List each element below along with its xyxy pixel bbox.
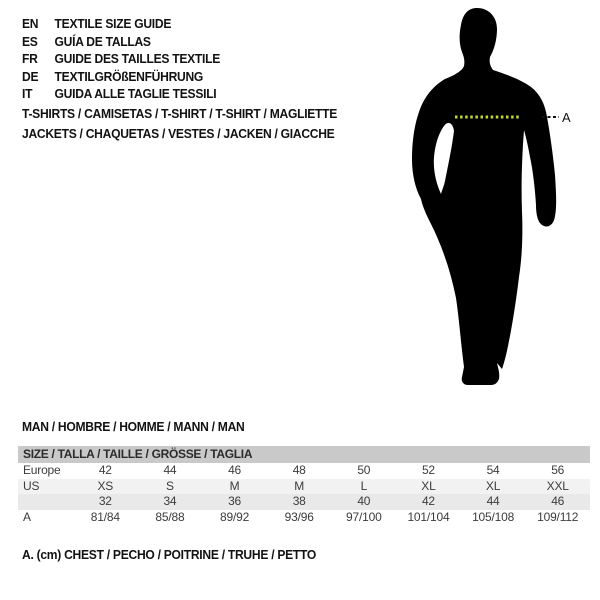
row-label: A [23,509,31,524]
language-title: GUIDE DES TAILLES TEXTILE [54,51,220,67]
cell: M [294,478,305,493]
table-row-chest-a [18,510,590,526]
category-line-jackets: JACKETS / CHAQUETAS / VESTES / JACKEN / GIACCHE [22,125,335,141]
language-title: TEXTILE SIZE GUIDE [54,16,172,31]
measure-label-a: A [562,110,571,125]
cell: 48 [292,463,306,477]
cell: L [360,478,368,493]
language-title: TEXTILGRÖßENFÜHRUNG [54,68,204,84]
row-label [18,494,73,510]
cell: 109/112 [537,509,579,524]
garment-categories [22,104,337,143]
cell: 44 [486,494,500,508]
cell: 85/88 [155,509,185,524]
size-table [18,446,590,525]
cell: 42 [421,494,435,508]
language-title: GUIDA ALLE TAGLIE TESSILI [54,86,217,102]
row-label: Europe [23,463,61,477]
language-row [22,50,220,68]
table-row-europe [18,463,590,479]
cell: XS [97,478,114,493]
cell: 46 [228,463,242,477]
language-code: EN [22,16,39,31]
language-title-list [22,15,220,103]
cell: 46 [551,494,565,508]
cell: 40 [357,494,371,508]
cell: 97/100 [346,509,382,524]
language-row [22,15,220,33]
cell: 54 [486,463,500,477]
man-figure [396,4,576,396]
language-row [22,33,220,51]
cell: 105/108 [472,509,515,524]
cell: 38 [292,494,306,508]
table-row-numeric [18,494,590,510]
language-code: ES [22,33,38,49]
cell: M [229,478,240,493]
cell: 44 [163,463,177,477]
cell: XXL [546,478,569,493]
language-code: FR [22,51,38,67]
language-row [22,68,220,86]
cell: 93/96 [284,509,314,524]
man-silhouette [412,8,556,385]
cell: 56 [551,463,565,477]
cell: 42 [98,463,112,477]
cell: 101/104 [407,509,450,524]
table-row-us [18,479,590,495]
cell: 32 [98,494,112,508]
section-title-man: MAN / HOMBRE / HOMME / MANN / MAN [22,419,245,434]
cell: 89/92 [220,509,250,524]
language-code: DE [22,68,39,84]
language-code: IT [22,86,33,102]
category-line-tshirts: T-SHIRTS / CAMISETAS / T-SHIRT / T-SHIRT / MAGLIETTE [22,106,338,121]
language-row [22,85,220,103]
measurement-footnote: A. (cm) CHEST / PECHO / POITRINE / TRUHE / PETTO [22,547,317,562]
cell: 50 [357,463,371,477]
row-label: US [23,478,40,493]
language-title: GUÍA DE TALLAS [54,33,151,49]
cell: 52 [421,463,435,477]
cell: 34 [163,494,177,508]
cell: XL [421,478,436,493]
size-table-header: SIZE / TALLA / TAILLE / GRÖSSE / TAGLIA [18,446,590,463]
cell: 81/84 [90,509,120,524]
cell: XL [485,478,501,493]
cell: 36 [228,494,242,508]
cell: S [166,478,174,493]
